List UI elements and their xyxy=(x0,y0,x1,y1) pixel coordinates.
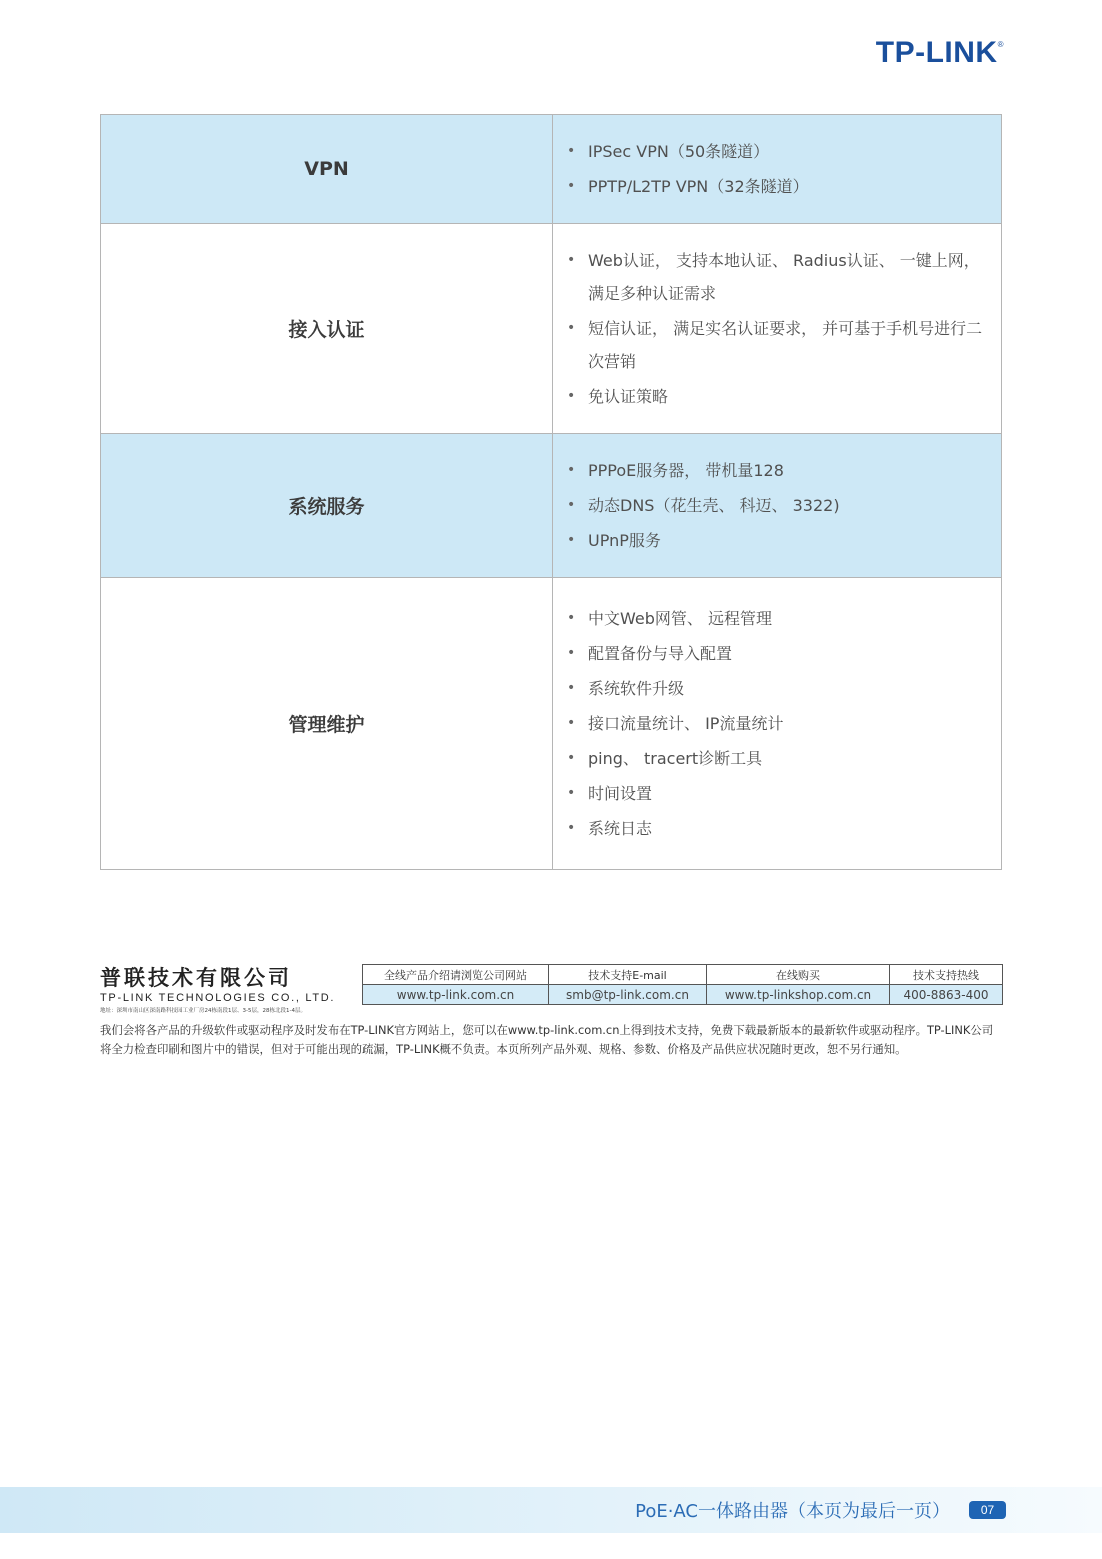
feature-item: • 接口流量统计、 IP流量统计 xyxy=(567,707,993,740)
contact-header: 全线产品介绍请浏览公司网站 xyxy=(363,965,549,985)
feature-item: • PPTP/L2TP VPN（32条隧道） xyxy=(567,170,993,203)
spec-category: 系统服务 xyxy=(101,434,553,578)
spec-table xyxy=(100,114,1002,870)
feature-item: • 短信认证， 满足实名认证要求， 并可基于手机号进行二次营销 xyxy=(567,312,993,378)
feature-item: • 系统日志 xyxy=(567,812,993,845)
hotline-number: 400-8863-400 xyxy=(890,985,1003,1005)
feature-item: • 系统软件升级 xyxy=(567,672,993,705)
page-number-badge: 07 xyxy=(969,1501,1006,1519)
shop-link[interactable]: www.tp-linkshop.com.cn xyxy=(707,985,890,1005)
support-email-link[interactable]: smb@tp-link.com.cn xyxy=(549,985,707,1005)
feature-item: • ping、 tracert诊断工具 xyxy=(567,742,993,775)
feature-item: • Web认证， 支持本地认证、 Radius认证、 一键上网，满足多种认证需求 xyxy=(567,244,993,310)
contact-header-row xyxy=(363,965,1003,985)
spec-row-vpn xyxy=(101,115,1002,224)
contact-header: 技术支持E-mail xyxy=(549,965,707,985)
feature-item: • IPSec VPN（50条隧道） xyxy=(567,135,993,168)
feature-item: • 配置备份与导入配置 xyxy=(567,637,993,670)
spec-category: VPN xyxy=(101,115,553,224)
spec-row-system-service xyxy=(101,434,1002,578)
tp-link-logo: TP-LINK® xyxy=(875,36,1004,69)
contact-header: 在线购买 xyxy=(707,965,890,985)
spec-row-management xyxy=(101,578,1002,870)
feature-item: • 免认证策略 xyxy=(567,380,993,413)
feature-item: • 中文Web网管、 远程管理 xyxy=(567,602,993,635)
footer-title: PoE·AC一体路由器（本页为最后一页） xyxy=(635,1501,950,1522)
company-name-en: TP-LINK TECHNOLOGIES CO., LTD. xyxy=(100,992,336,1004)
disclaimer-text: 我们会将各产品的升级软件或驱动程序及时发布在TP-LINK官方网站上，您可以在www.tp-link.com.cn上得到技术支持，免费下载最新版本的最新软件或驱动程序。TP-LINK公司将全力检查印刷和图片中的错误，但对于可能出现的疏漏，TP-LINK概不负责。本页所列产品外观、规格、参数、价格及产品供应状况随时更改，恕不另行通知。 xyxy=(100,1023,994,1056)
website-link[interactable]: www.tp-link.com.cn xyxy=(363,985,549,1005)
company-block xyxy=(100,962,340,1014)
feature-item: • PPPoE服务器， 带机量128 xyxy=(567,454,993,487)
feature-item: • UPnP服务 xyxy=(567,524,993,557)
spec-row-access-auth xyxy=(101,224,1002,434)
spec-category: 接入认证 xyxy=(101,224,553,434)
company-name-cn: 普联技术有限公司 xyxy=(100,966,292,990)
contact-table xyxy=(362,964,1003,1005)
feature-item: • 动态DNS（花生壳、 科迈、 3322) xyxy=(567,489,993,522)
contact-header: 技术支持热线 xyxy=(890,965,1003,985)
spec-category: 管理维护 xyxy=(101,578,553,870)
company-address: 地址：深圳市南山区深南路科技园工业厂房24栋南段1层、3-5层，28栋北段1-4层。 xyxy=(100,1008,306,1014)
contact-value-row xyxy=(363,985,1003,1005)
feature-item: • 时间设置 xyxy=(567,777,993,810)
